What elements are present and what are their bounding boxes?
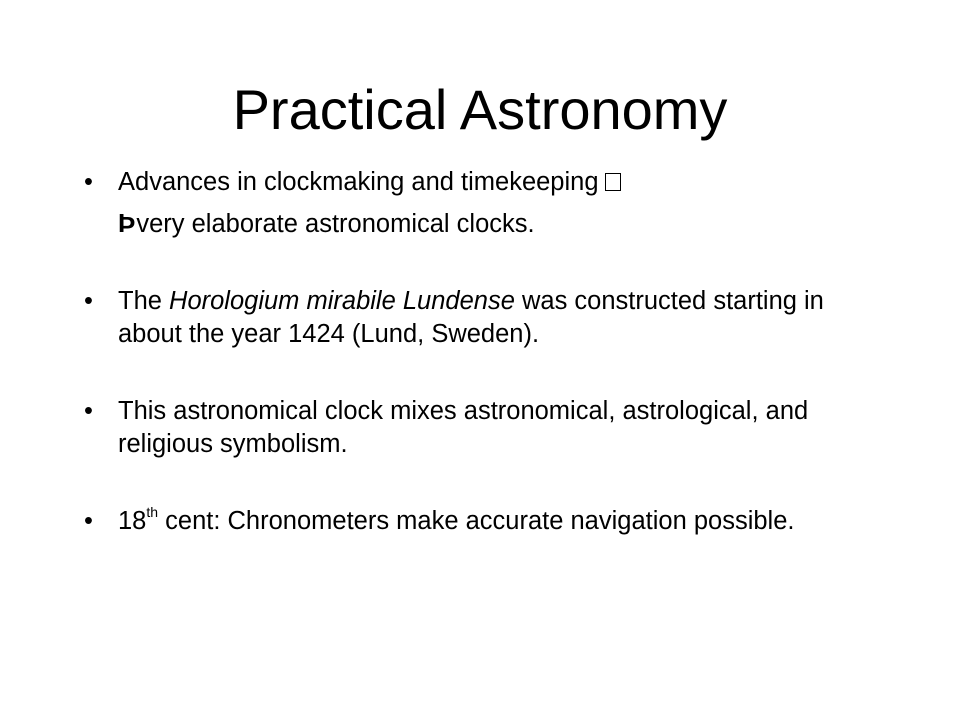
bullet-text: very elaborate astronomical clocks. <box>136 210 535 238</box>
bullet-dot-icon: • <box>84 287 93 315</box>
bullet-dot-icon: • <box>84 507 93 535</box>
bullet-text-number: 18 <box>118 507 147 535</box>
bullet-text-rest: was constructed starting in about the year 1424 (Lund, Sweden). <box>118 287 824 348</box>
bullet-text-italic: Horologium mirabile Lundense <box>169 287 515 315</box>
bullet-item-chronometers <box>84 505 884 538</box>
bullet-text: Advances in clockmaking and timekeeping <box>118 168 599 196</box>
bullet-text: This astronomical clock mixes astronomical, astrological, and religious symbolism. <box>118 397 809 458</box>
bullet-item-symbolism <box>84 395 884 461</box>
slide-title: Practical Astronomy <box>232 78 728 141</box>
bullet-item-clockmaking <box>84 166 884 241</box>
bullet-text-prefix: The <box>118 287 170 315</box>
bullet-text: cent: Chronometers make accurate navigation possible. <box>158 507 795 535</box>
implies-symbol: Þ <box>118 208 136 238</box>
bullet-text-line <box>118 166 884 199</box>
bullet-dot-icon: • <box>84 168 93 196</box>
bullet-item-horologium <box>84 285 884 351</box>
bullet-text-line <box>118 207 884 241</box>
bullet-text-superscript: th <box>146 504 159 520</box>
missing-glyph-box-icon <box>605 173 621 191</box>
bullet-list <box>84 166 884 582</box>
bullet-dot-icon: • <box>84 397 93 425</box>
